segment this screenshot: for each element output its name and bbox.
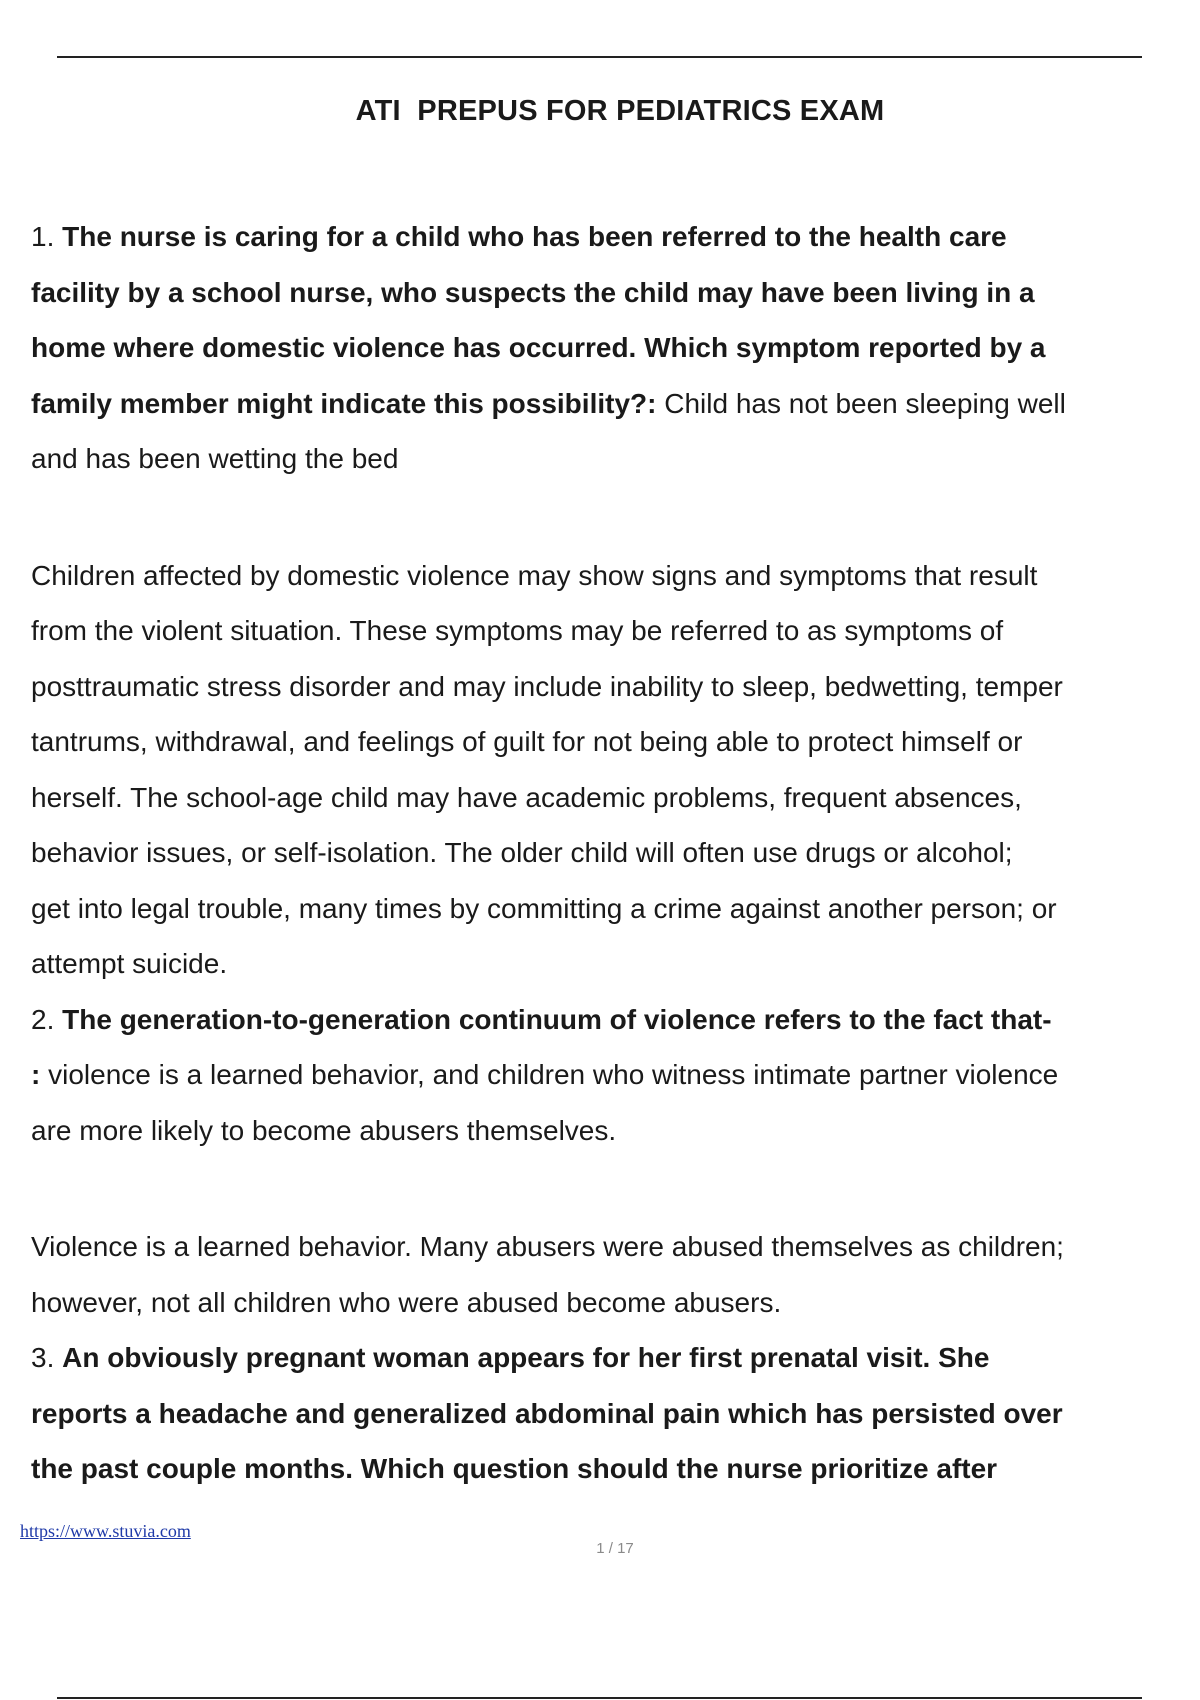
explanation-2-line-2: however, not all children who were abused become abusers. [31,1286,782,1318]
question-3-line-3: the past couple months. Which question should the nurse prioritize after [31,1453,998,1484]
question-3-line-2: reports a headache and generalized abdominal pain which has persisted over [31,1397,1063,1429]
question-1-line-1 [31,209,1200,265]
answer-text: Child has not been sleeping well [656,387,1066,419]
question-1-line-4 [31,376,1200,432]
question-text: An obviously pregnant woman appears for her first prenatal visit. She [62,1342,990,1373]
answer-text: violence is a learned behavior, and children who witness intimate partner violence [40,1059,1059,1090]
question-text: The generation-to-generation continuum of violence refers to the fact that- [62,1003,1052,1035]
explanation-1-line-4: tantrums, withdrawal, and feelings of guilt for not being able to protect himself or [31,726,1023,757]
question-number: 1. [31,221,63,252]
document-body [31,209,1200,1497]
page-title: ATI PREPUS FOR PEDIATRICS EXAM [355,95,885,127]
paragraph-spacer [31,1158,1200,1219]
explanation-1-line-8: attempt suicide. [31,948,228,979]
bottom-rule [57,1697,1142,1699]
question-1-line-2: facility by a school nurse, who suspects the child may have been living in a [31,276,1035,308]
explanation-1-line-2: from the violent situation. These symptoms may be referred to as symptoms of [31,615,1004,646]
question-text: family member might indicate this possibility?: [31,387,657,419]
page-number: 1 / 17 [596,1540,634,1557]
question-text: The nurse is caring for a child who has been referred to the health care [62,221,1007,252]
paragraph-spacer [31,487,1200,548]
question-3-line-1 [31,1330,1200,1386]
stuvia-link[interactable]: https://www.stuvia.com [20,1521,191,1541]
question-number: 2. [31,1003,63,1035]
question-1-line-3: home where domestic violence has occurred. Which symptom reported by a [31,332,1046,363]
explanation-1-line-5: herself. The school-age child may have academic problems, frequent absences, [31,781,1022,813]
question-colon: : [31,1059,41,1090]
explanation-1-line-7: get into legal trouble, many times by committing a crime against another person; or [31,892,1057,924]
question-2-line-1 [31,992,1200,1048]
explanation-1-line-1: Children affected by domestic violence may show signs and symptoms that result [31,559,1038,591]
answer-2-line: are more likely to become abusers themselves. [31,1114,617,1146]
explanation-2-line-1: Violence is a learned behavior. Many abusers were abused themselves as children; [31,1231,1064,1262]
answer-1-line: and has been wetting the bed [31,443,399,474]
question-number: 3. [31,1342,63,1373]
explanation-1-line-6: behavior issues, or self-isolation. The older child will often use drugs or alcohol; [31,837,1013,868]
question-2-line-2 [31,1047,1200,1103]
explanation-1-line-3: posttraumatic stress disorder and may include inability to sleep, bedwetting, temper [31,670,1063,702]
top-rule [57,56,1142,58]
